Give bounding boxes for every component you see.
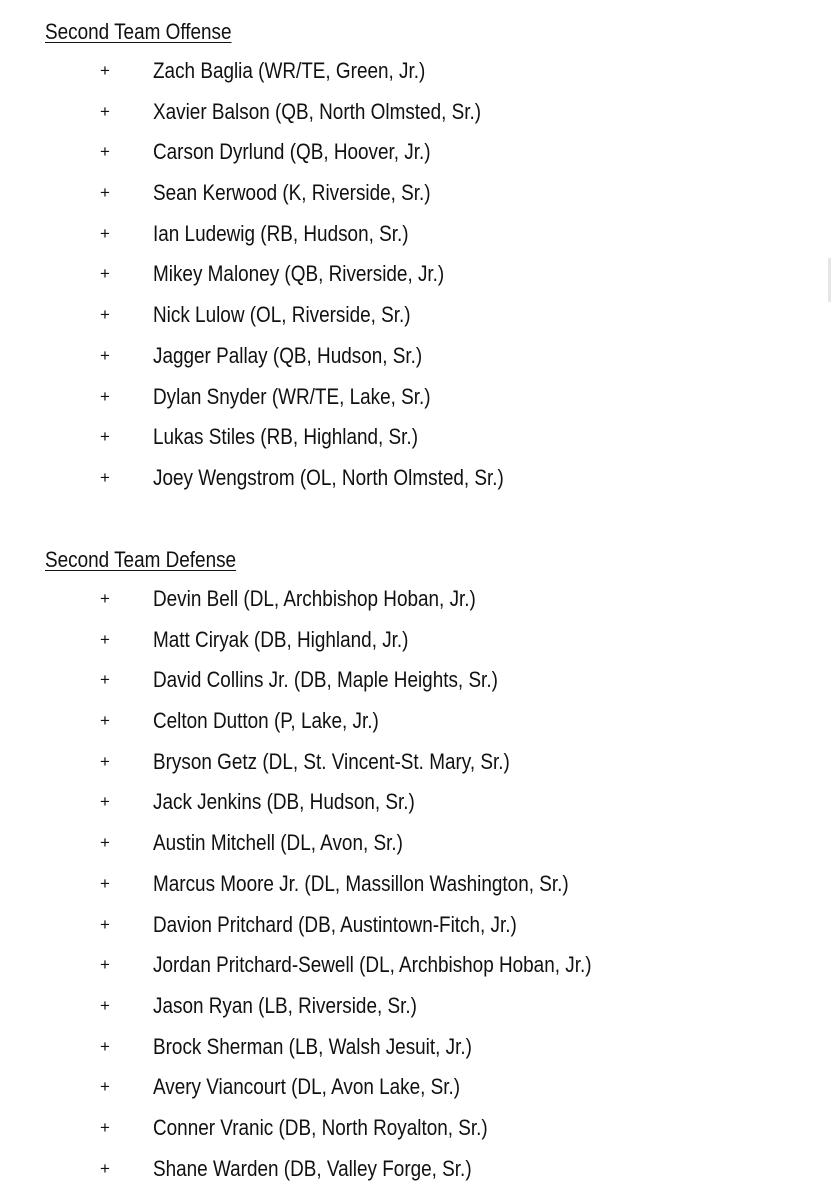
section-heading-defense: Second Team Defense — [45, 547, 237, 572]
bullet-plus: + — [100, 1077, 110, 1097]
player-entry: Dylan Snyder (WR/TE, Lake, Sr.) — [153, 383, 431, 409]
list-item — [0, 254, 831, 295]
bullet-plus: + — [100, 61, 110, 80]
list-item — [0, 1067, 831, 1108]
player-entry: Ian Ludewig (RB, Hudson, Sr.) — [153, 220, 409, 246]
list-item — [0, 620, 831, 661]
bullet-plus: + — [100, 1158, 110, 1178]
bullet-plus: + — [100, 142, 110, 162]
defense-player-list — [0, 579, 831, 1189]
list-item — [0, 701, 831, 742]
bullet-plus: + — [100, 467, 110, 487]
list-item — [0, 660, 831, 701]
bullet-plus: + — [100, 1117, 110, 1137]
list-item — [0, 782, 831, 823]
bullet-plus: + — [100, 792, 110, 812]
player-entry: Celton Dutton (P, Lake, Jr.) — [153, 708, 379, 734]
list-item — [0, 742, 831, 783]
bullet-plus: + — [100, 711, 110, 731]
list-item — [0, 1108, 831, 1149]
player-entry: Bryson Getz (DL, St. Vincent-St. Mary, Sr.) — [153, 748, 510, 774]
player-entry: Brock Sherman (LB, Walsh Jesuit, Jr.) — [153, 1033, 472, 1059]
player-entry: Jason Ryan (LB, Riverside, Sr.) — [153, 992, 417, 1018]
bullet-plus: + — [100, 264, 110, 284]
bullet-plus: + — [100, 629, 110, 649]
bullet-plus: + — [100, 873, 110, 893]
list-item — [0, 1027, 831, 1068]
bullet-plus: + — [100, 305, 110, 325]
bullet-plus: + — [100, 345, 110, 365]
bullet-plus: + — [100, 589, 110, 608]
bullet-plus: + — [100, 995, 110, 1015]
list-item — [0, 214, 831, 255]
player-entry: Jagger Pallay (QB, Hudson, Sr.) — [153, 342, 423, 368]
player-entry: Jack Jenkins (DB, Hudson, Sr.) — [153, 789, 415, 815]
player-entry: Davion Pritchard (DB, Austintown-Fitch, Jr.) — [153, 911, 517, 937]
list-item — [0, 417, 831, 458]
bullet-plus: + — [100, 386, 110, 406]
list-item — [0, 945, 831, 986]
second-team-defense-section — [0, 542, 831, 1189]
bullet-plus: + — [100, 1036, 110, 1056]
player-entry: Mikey Maloney (QB, Riverside, Jr.) — [153, 261, 445, 287]
bullet-plus: + — [100, 751, 110, 771]
player-entry: David Collins Jr. (DB, Maple Heights, Sr.) — [153, 667, 498, 693]
player-entry: Austin Mitchell (DL, Avon, Sr.) — [153, 830, 403, 856]
player-entry: Jordan Pritchard-Sewell (DL, Archbishop Hoban, Jr.) — [153, 952, 592, 978]
list-item — [0, 51, 831, 92]
list-item — [0, 905, 831, 946]
second-team-offense-section — [0, 14, 831, 499]
bullet-plus: + — [100, 427, 110, 447]
bullet-plus: + — [100, 833, 110, 853]
player-entry: Carson Dyrlund (QB, Hoover, Jr.) — [153, 139, 431, 165]
player-entry: Joey Wengstrom (OL, North Olmsted, Sr.) — [153, 464, 504, 490]
list-item — [0, 823, 831, 864]
list-item — [0, 1149, 831, 1190]
bullet-plus: + — [100, 914, 110, 934]
list-item — [0, 295, 831, 336]
bullet-plus: + — [100, 223, 110, 243]
bullet-plus: + — [100, 183, 110, 203]
bullet-plus: + — [100, 101, 110, 121]
player-entry: Marcus Moore Jr. (DL, Massillon Washington, Sr.) — [153, 870, 569, 896]
list-item — [0, 336, 831, 377]
bullet-plus: + — [100, 670, 110, 690]
player-entry: Nick Lulow (OL, Riverside, Sr.) — [153, 302, 411, 328]
section-heading-offense: Second Team Offense — [45, 19, 232, 44]
player-entry: Avery Viancourt (DL, Avon Lake, Sr.) — [153, 1074, 461, 1100]
list-item — [0, 579, 831, 620]
list-item — [0, 986, 831, 1027]
player-entry: Shane Warden (DB, Valley Forge, Sr.) — [153, 1155, 472, 1181]
offense-player-list — [0, 51, 831, 499]
bullet-plus: + — [100, 955, 110, 975]
list-item — [0, 173, 831, 214]
list-item — [0, 864, 831, 905]
list-item — [0, 458, 831, 499]
list-item — [0, 377, 831, 418]
player-entry: Devin Bell (DL, Archbishop Hoban, Jr.) — [153, 586, 476, 611]
player-entry: Matt Ciryak (DB, Highland, Jr.) — [153, 626, 409, 652]
player-entry: Lukas Stiles (RB, Highland, Sr.) — [153, 424, 419, 450]
player-entry: Conner Vranic (DB, North Royalton, Sr.) — [153, 1114, 488, 1140]
list-item — [0, 92, 831, 133]
list-item — [0, 132, 831, 173]
player-entry: Xavier Balson (QB, North Olmsted, Sr.) — [153, 98, 482, 124]
player-entry: Zach Baglia (WR/TE, Green, Jr.) — [153, 58, 426, 83]
player-entry: Sean Kerwood (K, Riverside, Sr.) — [153, 180, 431, 206]
